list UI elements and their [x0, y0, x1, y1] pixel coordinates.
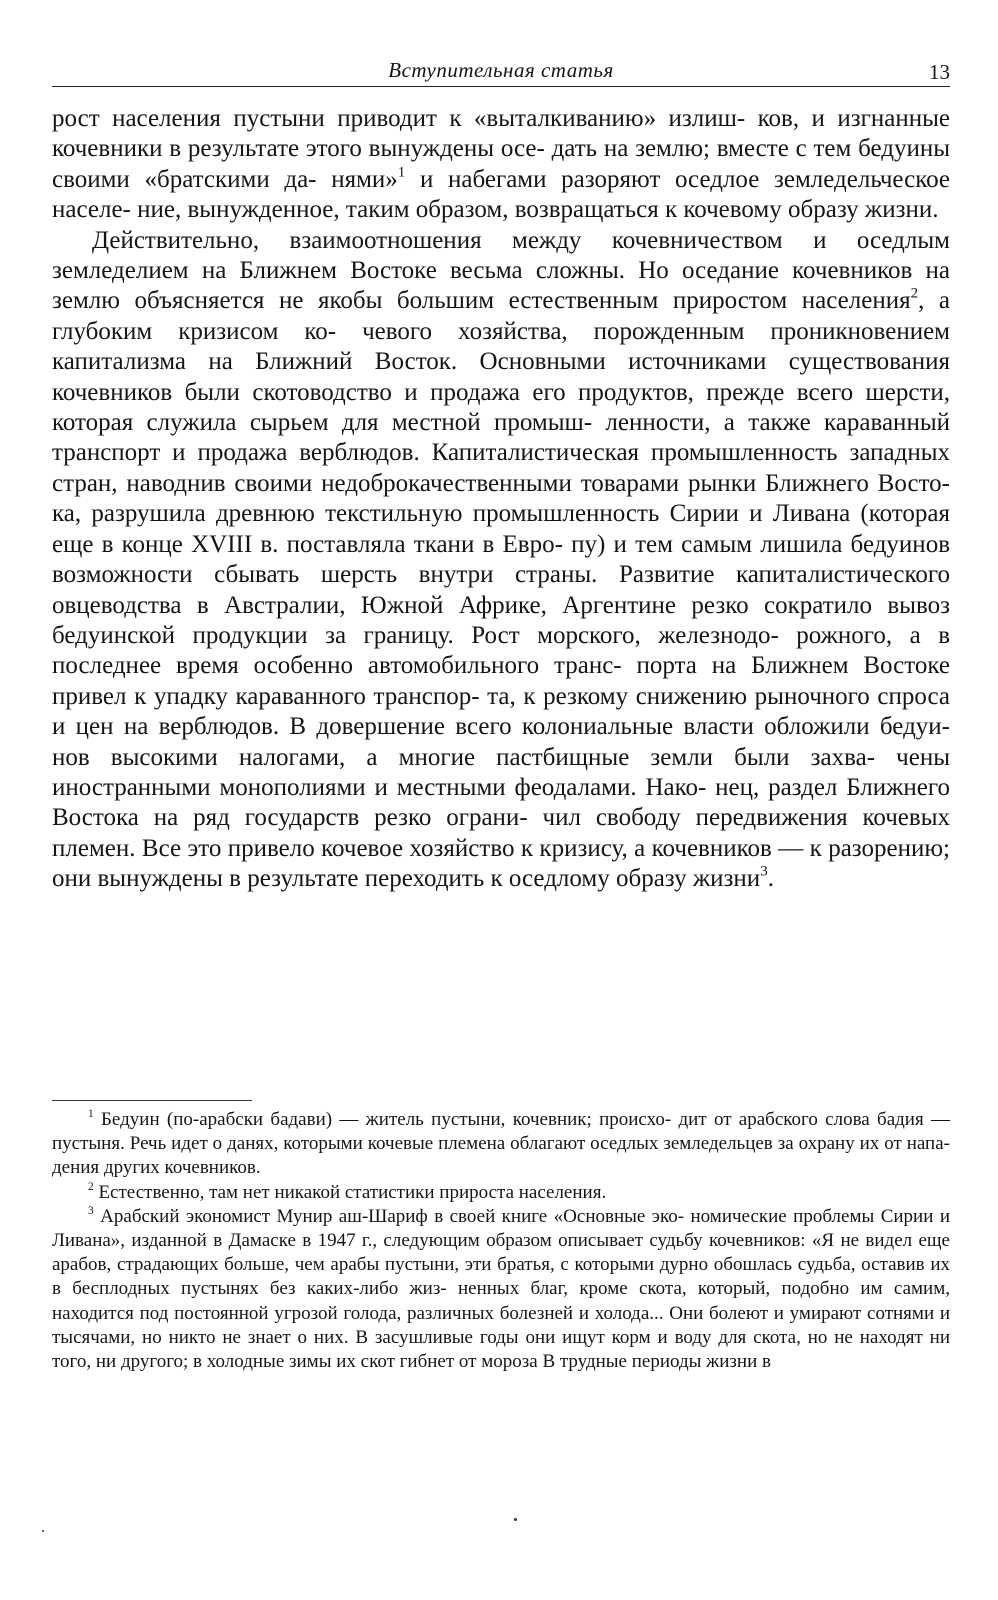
footnote-ref-2: 2 [910, 285, 919, 302]
footnote-ref-3: 3 [760, 863, 768, 880]
paragraph-1-line: ков, и изгнанные кочевники в результате этого вынуждены осе- [52, 105, 950, 163]
header-rule [52, 86, 950, 87]
footnote-ref-1: 1 [397, 164, 406, 181]
paragraph-2-text-b: , а глубоким кризисом ко- чевого хозяйства, порожденным проникновением капитализма на Ближний Восток. Основными источниками существования кочевников были скотоводство и продажа его продуктов, прежде всего шерсти, которая служила сырьем для местной промыш- ленности, а также караванный транспорт и продажа верблюдов. Капиталистическая промышленность западных стран, наводнив своими недоброкачественными товарами рынки Ближнего Восто- ка, разрушила древнюю текстильную промышленность Сирии и Ливана (которая еще в конце XVIII в. поставляла ткани в Евро- пу) и тем самым лишила бедуинов возможности сбывать шерсть внутри страны. Развитие капиталистического овцеводства в Австралии, Южной Африке, Аргентине резко сократило вывоз бедуинской продукции за границу. Рост морского, железнодо- рожного, а в последнее время особенно автомобильного транс- порта на Ближнем Востоке привел к упадку караванного транспор- та, к резкому снижению рыночного спроса и цен на верблюдов. В довершение всего колониальные власти обложили бедуи- нов высокими налогами, а многие пастбищные земли были захва- чены иностранными монополиями и местными феодалами. Нако- нец, раздел Ближнего Востока на ряд государств резко ограни- чил свободу передвижения кочевых племен. Все это привело кочевое хозяйство к кризису, а кочевников — к разорению; они вынуждены в результате переходить к оседлому образу жизни [52, 287, 950, 893]
paragraph-1-line: рост населения пустыни приводит к «выталкиванию» излиш- [52, 105, 746, 132]
paragraph-2 [52, 226, 950, 895]
page-number: 13 [929, 60, 950, 84]
footnote-text: Бедуин (по-арабски бадави) — житель пустыни, кочевник; происхо- дит от арабского слова бадия — пустыня. Речь идет о данях, которыми кочевые племена облагают оседлых земледельцев за охрану их от напа- дения других кочевников. [52, 1109, 951, 1179]
footnote-text: Естественно, там нет никакой статистики прироста населения. [98, 1181, 607, 1203]
footnote-3 [52, 1205, 950, 1374]
running-title: Вступительная статья [388, 58, 614, 82]
scan-speck [42, 1530, 44, 1532]
paragraph-1 [52, 104, 950, 226]
scan-speck [514, 1518, 517, 1521]
footnotes [52, 1108, 950, 1374]
paragraph-1-line: и набегами разоряют оседлое земледельческое населе- [52, 165, 950, 224]
paragraph-2-text-a: Действительно, взаимоотношения между кочевничеством и оседлым земледелием на Ближнем Востоке весьма сложны. Но оседание кочевников на землю объясняется не якобы большим естественным приростом населения [52, 226, 950, 315]
footnote-marker: 3 [88, 1204, 94, 1217]
paragraph-1-line: дать на землю; вместе с тем бедуины своими «братскими да- [52, 135, 950, 193]
paragraph-1-line: образу жизни. [788, 196, 939, 224]
paragraph-2-end: . [767, 865, 774, 893]
footnote-marker: 1 [88, 1108, 94, 1121]
running-head [52, 56, 950, 90]
footnote-separator [52, 1100, 252, 1101]
footnote-1 [52, 1108, 950, 1181]
paragraph-1-line: ние, вынужденное, таким образом, возвращаться к кочевому [137, 196, 782, 224]
main-text [52, 104, 950, 895]
footnote-marker: 2 [88, 1180, 94, 1193]
footnote-text: Арабский экономист Мунир аш-Шариф в своей книге «Основные эко- номические проблемы Сирии и Ливана», изданной в Дамаске в 1947 г., следующим образом описывает судьбу кочевников: «Я не видел еще арабов, страдающих больше, чем арабы пустыни, эти братья, с которыми дурно обошлась судьба, оставив их в бесплодных пустынях без каких-либо жиз- ненных благ, кроме скота, который, подобно им самим, находится под постоянной угрозой голода, различных болезней и холода... Они болеют и умирают сотнями и тысячами, но никто не знает о них. В засушливые годы они ищут корм и воду для скота, но не находят ни того, ни другого; в холодные зимы их скот гибнет от мороза В трудные периоды жизни в [52, 1205, 951, 1373]
paragraph-1-line: нями» [331, 165, 398, 193]
footnote-2 [52, 1181, 950, 1205]
